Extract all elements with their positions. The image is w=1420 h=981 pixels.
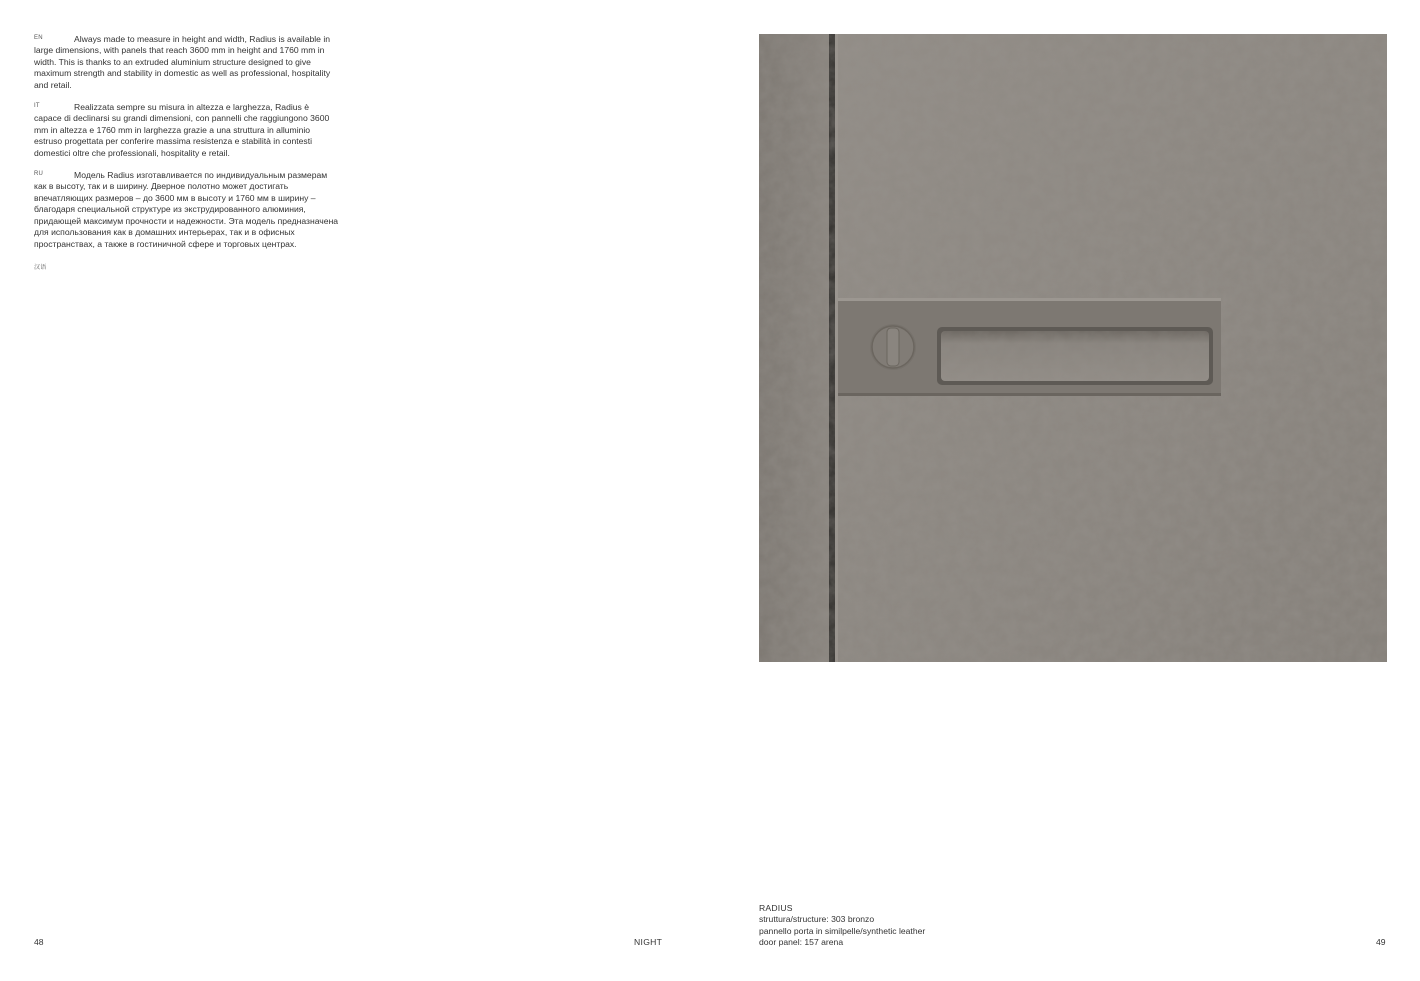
language-tag-en: EN (34, 35, 43, 41)
section-label: NIGHT (634, 937, 663, 947)
language-tag-zh: 汉语 (34, 264, 47, 271)
caption-structure-line: struttura/structure: 303 bronzo (759, 914, 875, 925)
paragraph-en (34, 34, 339, 91)
door-handle-photo (759, 34, 1387, 662)
paragraph-text-ru: Модель Radius изготавливается по индивидуальным размерам как в высоту, так и в ширину. Дверное полотно может достигать впечатляющих размеров – до 3600 мм в высоту и 1760 мм в ширину – благодаря специальной структуре из экструдированного алюминия, придающей максимум прочности и надежности. Эта модель предназначена для использования как в домашних интерьерах, так и в офисных пространствах, а также в гостиничной сфере и торговых центрах. (34, 170, 339, 249)
privacy-turn-knob (870, 324, 916, 370)
page-number-right: 49 (1376, 937, 1386, 947)
multilingual-description (34, 34, 339, 271)
caption-finish-line: door panel: 157 arena (759, 937, 844, 948)
door-photo-illustration (759, 34, 1387, 662)
paragraph-text-it: Realizzata sempre su misura in altezza e larghezza, Radius è capace di declinarsi su grandi dimensioni, con pannelli che raggiungono 3600 mm in altezza e 1760 mm in larghezza grazie a una struttura in alluminio estruso progettata per conferire massima resistenza e stabilità in contesti domestici oltre che professionali, hospitality e retail. (34, 102, 330, 158)
recessed-handle (838, 298, 1221, 396)
caption-panel-line: pannello porta in similpelle/synthetic leather (759, 925, 926, 936)
language-tag-ru: RU (34, 171, 44, 178)
paragraph-text-en: Always made to measure in height and width, Radius is available in large dimensions, with panels that reach 3600 mm in height and 1760 mm in width. This is thanks to an extruded aluminium structure designed to give maximum strength and stability in domestic as well as professional, hospitality and retail. (34, 34, 331, 90)
page-number-left: 48 (34, 937, 44, 947)
language-tag-it: IT (34, 103, 40, 110)
product-name: RADIUS (759, 903, 793, 913)
paragraph-ru (34, 170, 339, 250)
photo-caption (759, 903, 1019, 949)
paragraph-it (34, 102, 339, 159)
